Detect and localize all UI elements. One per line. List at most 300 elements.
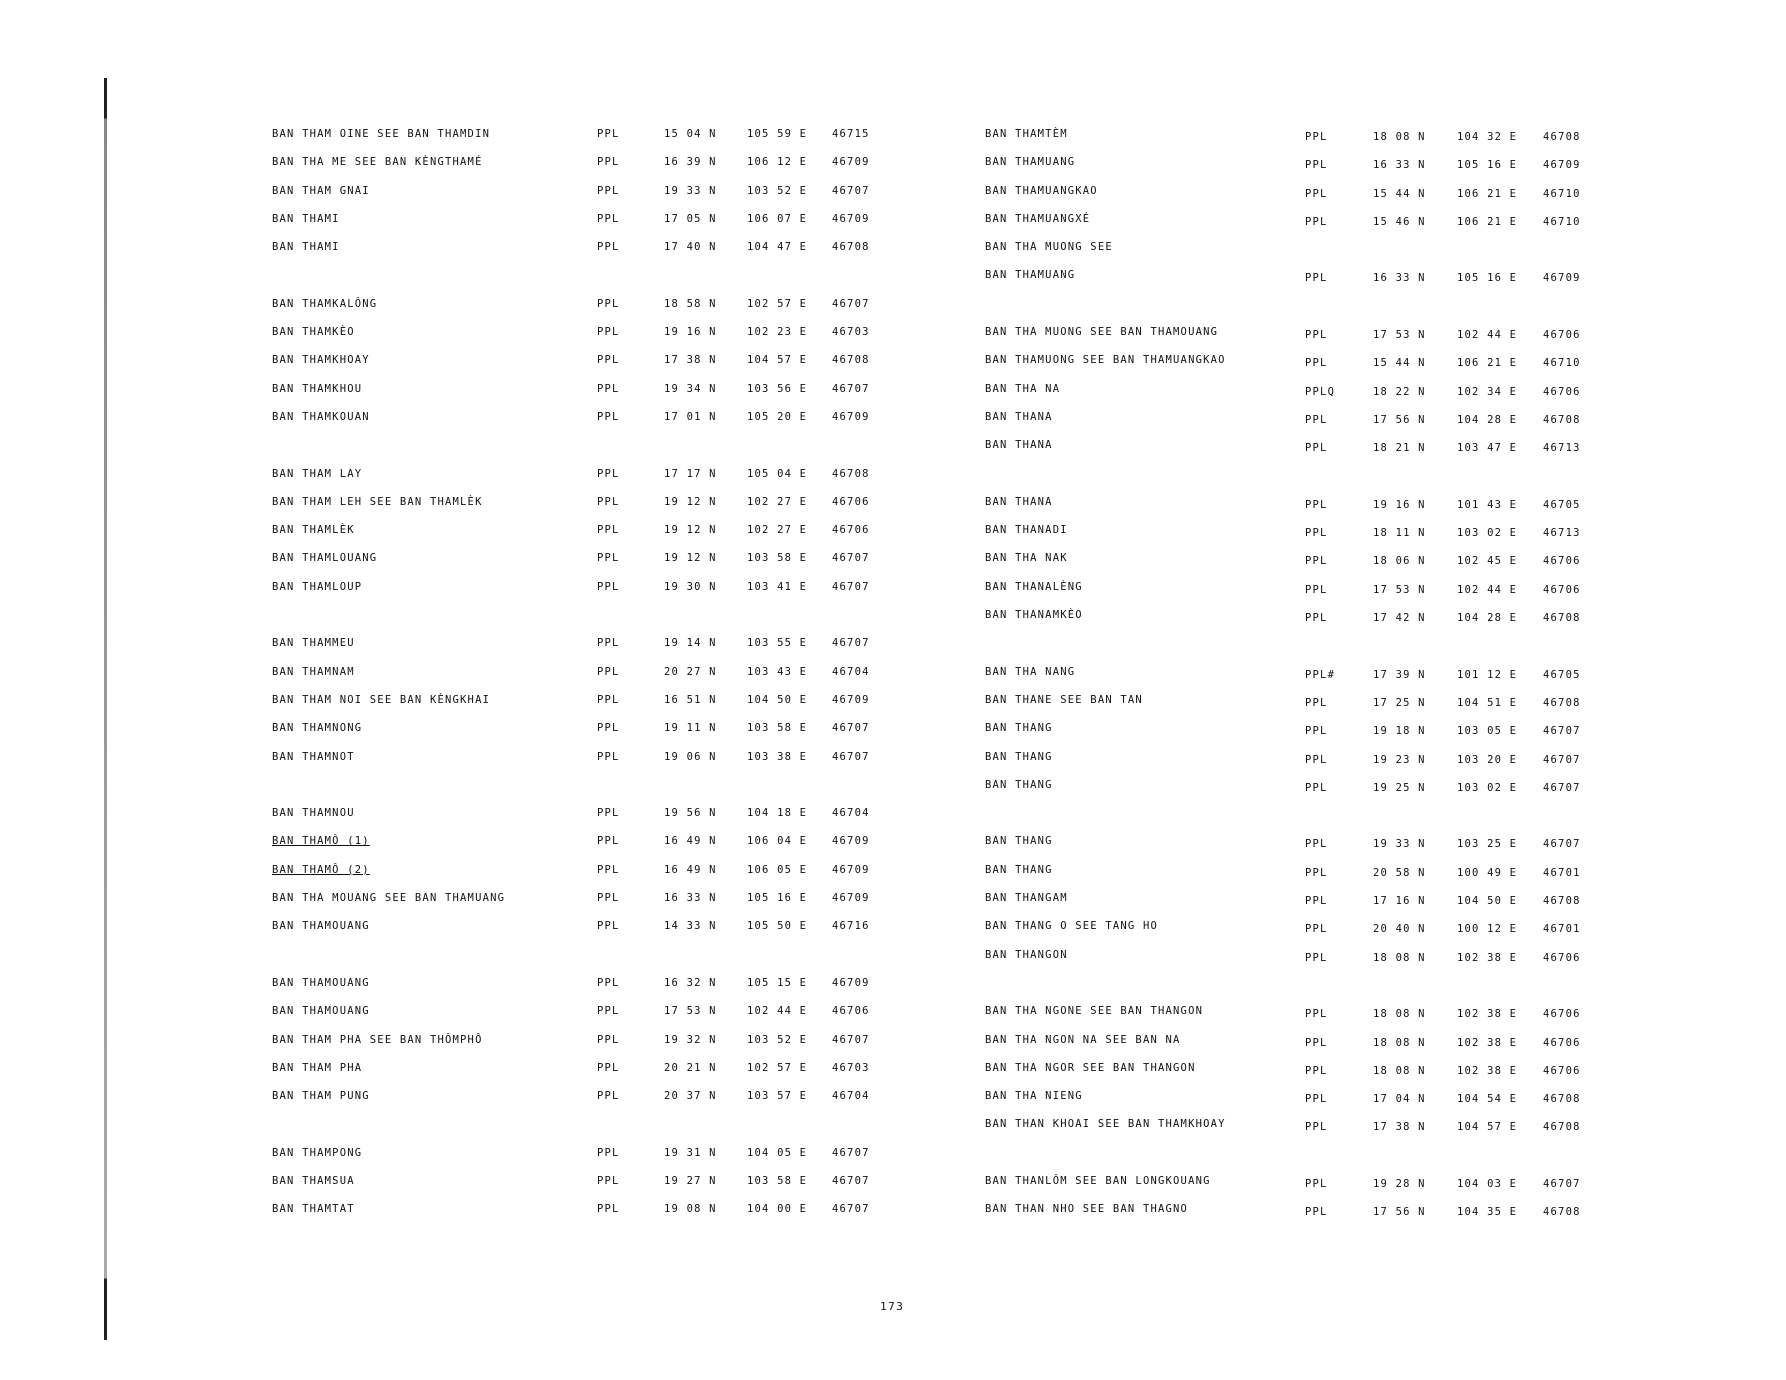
place-name: BAN THAMUONG SEE BAN THAMUANGKAO bbox=[985, 354, 1226, 367]
feature-type: PPL bbox=[1305, 866, 1328, 879]
feature-type: PPL bbox=[597, 665, 620, 678]
longitude: 104 54 E bbox=[1457, 1093, 1518, 1106]
longitude: 104 32 E bbox=[1457, 131, 1518, 143]
longitude: 101 12 E bbox=[1457, 668, 1518, 681]
latitude: 20 37 N bbox=[664, 1090, 717, 1103]
map-sheet-code: 46701 bbox=[1543, 866, 1581, 879]
place-name: BAN THAMUANG bbox=[985, 156, 1076, 169]
feature-type: PPL bbox=[597, 976, 620, 989]
longitude: 103 56 E bbox=[747, 382, 808, 395]
latitude: 18 08 N bbox=[1373, 951, 1426, 964]
map-sheet-code: 46707 bbox=[832, 580, 870, 593]
latitude: 18 21 N bbox=[1373, 442, 1426, 455]
place-name: BAN THA NA bbox=[985, 382, 1061, 395]
map-sheet-code: 46707 bbox=[832, 184, 870, 197]
longitude: 103 58 E bbox=[747, 552, 808, 565]
map-sheet-code: 46708 bbox=[832, 354, 870, 367]
place-name: BAN THAMLOUP bbox=[272, 580, 363, 593]
map-sheet-code: 46710 bbox=[1543, 215, 1581, 228]
feature-type: PPL bbox=[1305, 555, 1328, 568]
latitude: 20 27 N bbox=[664, 665, 717, 678]
longitude: 106 05 E bbox=[747, 863, 808, 876]
map-sheet-code: 46709 bbox=[832, 410, 870, 423]
feature-type: PPL bbox=[597, 892, 620, 905]
feature-type: PPL bbox=[597, 580, 620, 593]
feature-type: PPL bbox=[1305, 1093, 1328, 1106]
place-name: BAN THAM PHA bbox=[272, 1061, 363, 1074]
feature-type: PPL bbox=[597, 524, 620, 537]
longitude: 102 23 E bbox=[747, 326, 808, 339]
map-sheet-code: 46708 bbox=[1543, 413, 1581, 426]
place-name: BAN THAN NHO SEE BAN THAGNO bbox=[985, 1203, 1189, 1216]
latitude: 16 51 N bbox=[664, 693, 717, 706]
longitude: 106 21 E bbox=[1457, 187, 1518, 200]
feature-type: PPL bbox=[597, 637, 620, 650]
longitude: 104 50 E bbox=[1457, 895, 1518, 908]
place-name: BAN THA NGONE SEE BAN THANGON bbox=[985, 1005, 1204, 1018]
place-name: BAN THAMUANG bbox=[985, 269, 1076, 282]
place-name: BAN THAMNOT bbox=[272, 750, 355, 763]
map-sheet-code: 46707 bbox=[832, 750, 870, 763]
feature-type: PPL bbox=[597, 750, 620, 763]
longitude: 102 44 E bbox=[1457, 583, 1518, 596]
map-sheet-code: 46708 bbox=[1543, 612, 1581, 625]
longitude: 103 55 E bbox=[747, 637, 808, 650]
place-name: BAN THAMSUA bbox=[272, 1174, 355, 1187]
map-sheet-code: 46705 bbox=[1543, 498, 1581, 511]
map-sheet-code: 46707 bbox=[832, 1174, 870, 1187]
feature-type: PPL bbox=[597, 722, 620, 735]
feature-type: PPL bbox=[597, 326, 620, 339]
latitude: 20 21 N bbox=[664, 1061, 717, 1074]
place-name: BAN THA MUONG SEE BAN THAMOUANG bbox=[985, 326, 1219, 339]
longitude: 103 47 E bbox=[1457, 442, 1518, 455]
latitude: 18 22 N bbox=[1373, 385, 1426, 398]
longitude: 106 21 E bbox=[1457, 215, 1518, 228]
longitude: 104 18 E bbox=[747, 807, 808, 820]
latitude: 19 08 N bbox=[664, 1203, 717, 1216]
map-sheet-code: 46707 bbox=[832, 1033, 870, 1046]
map-sheet-code: 46716 bbox=[832, 920, 870, 933]
latitude: 17 53 N bbox=[1373, 329, 1426, 342]
place-name: BAN THAMKÈO bbox=[272, 326, 355, 339]
feature-type: PPL bbox=[597, 156, 620, 169]
map-sheet-code: 46706 bbox=[1543, 555, 1581, 568]
place-name: BAN THAMÔ (2) bbox=[272, 863, 370, 876]
longitude: 105 04 E bbox=[747, 467, 808, 480]
map-sheet-code: 46710 bbox=[1543, 357, 1581, 370]
latitude: 16 39 N bbox=[664, 156, 717, 169]
map-sheet-code: 46707 bbox=[1543, 838, 1581, 851]
feature-type: PPL bbox=[1305, 357, 1328, 370]
feature-type: PPL bbox=[597, 128, 620, 140]
latitude: 18 08 N bbox=[1373, 1064, 1426, 1077]
longitude: 103 38 E bbox=[747, 750, 808, 763]
map-sheet-code: 46707 bbox=[832, 297, 870, 310]
map-sheet-code: 46706 bbox=[1543, 1036, 1581, 1049]
place-name: BAN THAMI bbox=[272, 241, 340, 254]
feature-type: PPL bbox=[1305, 527, 1328, 540]
place-name: BAN THANG O SEE TANG HO bbox=[985, 920, 1158, 933]
feature-type: PPL bbox=[1305, 413, 1328, 426]
place-name: BAN THA NGON NA SEE BAN NA bbox=[985, 1033, 1181, 1046]
map-sheet-code: 46713 bbox=[1543, 442, 1581, 455]
longitude: 103 58 E bbox=[747, 1174, 808, 1187]
feature-type: PPL bbox=[1305, 1121, 1328, 1134]
latitude: 19 34 N bbox=[664, 382, 717, 395]
longitude: 102 27 E bbox=[747, 495, 808, 508]
longitude: 102 27 E bbox=[747, 524, 808, 537]
place-name: BAN THANALÈNG bbox=[985, 580, 1083, 593]
map-sheet-code: 46706 bbox=[832, 495, 870, 508]
map-sheet-code: 46707 bbox=[832, 722, 870, 735]
latitude: 17 56 N bbox=[1373, 413, 1426, 426]
feature-type: PPL bbox=[1305, 442, 1328, 455]
map-sheet-code: 46710 bbox=[1543, 187, 1581, 200]
latitude: 19 23 N bbox=[1373, 753, 1426, 766]
map-sheet-code: 46706 bbox=[1543, 385, 1581, 398]
latitude: 19 12 N bbox=[664, 552, 717, 565]
latitude: 17 56 N bbox=[1373, 1206, 1426, 1219]
latitude: 17 38 N bbox=[664, 354, 717, 367]
longitude: 104 28 E bbox=[1457, 413, 1518, 426]
latitude: 15 44 N bbox=[1373, 357, 1426, 370]
place-name: BAN THAM OINE SEE BAN THAMDIN bbox=[272, 128, 491, 140]
latitude: 17 04 N bbox=[1373, 1093, 1426, 1106]
map-sheet-code: 46715 bbox=[832, 128, 870, 140]
map-sheet-code: 46704 bbox=[832, 1090, 870, 1103]
longitude: 106 07 E bbox=[747, 212, 808, 225]
map-sheet-code: 46707 bbox=[832, 382, 870, 395]
feature-type: PPL bbox=[1305, 781, 1328, 794]
feature-type: PPL bbox=[597, 1033, 620, 1046]
longitude: 106 04 E bbox=[747, 835, 808, 848]
longitude: 102 38 E bbox=[1457, 1036, 1518, 1049]
latitude: 19 56 N bbox=[664, 807, 717, 820]
place-name: BAN THAM LAY bbox=[272, 467, 363, 480]
latitude: 15 46 N bbox=[1373, 215, 1426, 228]
longitude: 102 38 E bbox=[1457, 1064, 1518, 1077]
place-name: BAN THANA bbox=[985, 495, 1053, 508]
place-name: BAN THANG bbox=[985, 778, 1053, 791]
latitude: 18 08 N bbox=[1373, 131, 1426, 143]
longitude: 104 35 E bbox=[1457, 1206, 1518, 1219]
place-name: BAN THA NIENG bbox=[985, 1090, 1083, 1103]
latitude: 17 39 N bbox=[1373, 668, 1426, 681]
longitude: 104 57 E bbox=[1457, 1121, 1518, 1134]
place-name: BAN THAMKOUAN bbox=[272, 410, 370, 423]
longitude: 105 16 E bbox=[747, 892, 808, 905]
latitude: 19 27 N bbox=[664, 1174, 717, 1187]
place-name: BAN THAM GNAI bbox=[272, 184, 370, 197]
latitude: 19 30 N bbox=[664, 580, 717, 593]
feature-type: PPL bbox=[1305, 159, 1328, 172]
feature-type: PPL bbox=[597, 382, 620, 395]
longitude: 102 38 E bbox=[1457, 1008, 1518, 1021]
longitude: 103 52 E bbox=[747, 184, 808, 197]
place-name: BAN THAMNAM bbox=[272, 665, 355, 678]
place-name: BAN THANADI bbox=[985, 524, 1068, 537]
place-name: BAN THA NGOR SEE BAN THANGON bbox=[985, 1061, 1196, 1074]
place-name: BAN THANG bbox=[985, 722, 1053, 735]
map-sheet-code: 46709 bbox=[1543, 159, 1581, 172]
latitude: 17 38 N bbox=[1373, 1121, 1426, 1134]
latitude: 16 49 N bbox=[664, 835, 717, 848]
latitude: 19 31 N bbox=[664, 1146, 717, 1159]
feature-type: PPL bbox=[597, 495, 620, 508]
latitude: 19 14 N bbox=[664, 637, 717, 650]
place-name: BAN THANG bbox=[985, 835, 1053, 848]
feature-type: PPL bbox=[597, 354, 620, 367]
place-name: BAN THAMKHOAY bbox=[272, 354, 370, 367]
place-name: BAN THAMMEU bbox=[272, 637, 355, 650]
place-name: BAN THANG bbox=[985, 863, 1053, 876]
latitude: 20 40 N bbox=[1373, 923, 1426, 936]
longitude: 104 05 E bbox=[747, 1146, 808, 1159]
place-name: BAN THAMTÈM bbox=[985, 128, 1068, 140]
latitude: 19 12 N bbox=[664, 524, 717, 537]
longitude: 100 49 E bbox=[1457, 866, 1518, 879]
place-name: BAN THAMÔ (1) bbox=[272, 835, 370, 848]
longitude: 100 12 E bbox=[1457, 923, 1518, 936]
place-name: BAN THANA bbox=[985, 410, 1053, 423]
feature-type: PPL bbox=[1305, 612, 1328, 625]
feature-type: PPL bbox=[1305, 753, 1328, 766]
longitude: 103 02 E bbox=[1457, 781, 1518, 794]
feature-type: PPL# bbox=[1305, 668, 1336, 681]
place-name: BAN THANA bbox=[985, 439, 1053, 452]
feature-type: PPL bbox=[1305, 895, 1328, 908]
latitude: 16 33 N bbox=[1373, 159, 1426, 172]
latitude: 17 42 N bbox=[1373, 612, 1426, 625]
map-sheet-code: 46706 bbox=[1543, 1064, 1581, 1077]
map-sheet-code: 46709 bbox=[832, 693, 870, 706]
feature-type: PPL bbox=[597, 1090, 620, 1103]
map-sheet-code: 46708 bbox=[1543, 1121, 1581, 1134]
longitude: 104 28 E bbox=[1457, 612, 1518, 625]
latitude: 19 28 N bbox=[1373, 1177, 1426, 1190]
map-sheet-code: 46705 bbox=[1543, 668, 1581, 681]
place-name: BAN THANE SEE BAN TAN bbox=[985, 693, 1143, 706]
latitude: 17 16 N bbox=[1373, 895, 1426, 908]
map-sheet-code: 46709 bbox=[832, 863, 870, 876]
map-sheet-code: 46709 bbox=[832, 212, 870, 225]
latitude: 18 58 N bbox=[664, 297, 717, 310]
latitude: 18 06 N bbox=[1373, 555, 1426, 568]
latitude: 18 08 N bbox=[1373, 1036, 1426, 1049]
longitude: 104 00 E bbox=[747, 1203, 808, 1216]
map-sheet-code: 46706 bbox=[1543, 1008, 1581, 1021]
map-sheet-code: 46703 bbox=[832, 1061, 870, 1074]
feature-type: PPL bbox=[1305, 498, 1328, 511]
feature-type: PPL bbox=[1305, 329, 1328, 342]
feature-type: PPL bbox=[597, 1174, 620, 1187]
page-number: 173 bbox=[880, 1300, 905, 1313]
place-name: BAN THAN KHOAI SEE BAN THAMKHOAY bbox=[985, 1118, 1226, 1131]
longitude: 102 34 E bbox=[1457, 385, 1518, 398]
place-name: BAN THANAMKÈO bbox=[985, 609, 1083, 622]
longitude: 104 57 E bbox=[747, 354, 808, 367]
place-name: BAN THAMOUANG bbox=[272, 920, 370, 933]
place-name: BAN THAM PHA SEE BAN THÔMPHÔ bbox=[272, 1033, 483, 1046]
place-name: BAN THAMNOU bbox=[272, 807, 355, 820]
feature-type: PPL bbox=[597, 1203, 620, 1216]
place-name: BAN THANG bbox=[985, 750, 1053, 763]
map-sheet-code: 46709 bbox=[832, 976, 870, 989]
feature-type: PPL bbox=[1305, 583, 1328, 596]
feature-type: PPL bbox=[597, 212, 620, 225]
map-sheet-code: 46709 bbox=[832, 892, 870, 905]
feature-type: PPL bbox=[597, 410, 620, 423]
latitude: 17 40 N bbox=[664, 241, 717, 254]
map-sheet-code: 46708 bbox=[1543, 1093, 1581, 1106]
longitude: 105 16 E bbox=[1457, 159, 1518, 172]
latitude: 17 17 N bbox=[664, 467, 717, 480]
feature-type: PPL bbox=[597, 835, 620, 848]
feature-type: PPL bbox=[1305, 1064, 1328, 1077]
latitude: 17 25 N bbox=[1373, 696, 1426, 709]
longitude: 103 02 E bbox=[1457, 527, 1518, 540]
longitude: 105 15 E bbox=[747, 976, 808, 989]
latitude: 19 16 N bbox=[1373, 498, 1426, 511]
latitude: 19 18 N bbox=[1373, 725, 1426, 738]
latitude: 16 33 N bbox=[1373, 272, 1426, 285]
longitude: 102 45 E bbox=[1457, 555, 1518, 568]
map-sheet-code: 46706 bbox=[1543, 951, 1581, 964]
map-sheet-code: 46706 bbox=[1543, 329, 1581, 342]
map-sheet-code: 46701 bbox=[1543, 923, 1581, 936]
latitude: 19 33 N bbox=[664, 184, 717, 197]
feature-type: PPL bbox=[597, 863, 620, 876]
feature-type: PPL bbox=[597, 1005, 620, 1018]
longitude: 103 52 E bbox=[747, 1033, 808, 1046]
longitude: 104 51 E bbox=[1457, 696, 1518, 709]
place-name: BAN THAMUANGKAO bbox=[985, 184, 1098, 197]
place-name: BAN THAMNONG bbox=[272, 722, 363, 735]
feature-type: PPL bbox=[1305, 838, 1328, 851]
place-name: BAN THAMKALÔNG bbox=[272, 297, 378, 310]
latitude: 19 16 N bbox=[664, 326, 717, 339]
feature-type: PPLQ bbox=[1305, 385, 1336, 398]
place-name: BAN THAMOUANG bbox=[272, 1005, 370, 1018]
latitude: 20 58 N bbox=[1373, 866, 1426, 879]
longitude: 103 41 E bbox=[747, 580, 808, 593]
place-name: BAN THAM LEH SEE BAN THAMLÈK bbox=[272, 495, 483, 508]
longitude: 102 44 E bbox=[1457, 329, 1518, 342]
feature-type: PPL bbox=[597, 920, 620, 933]
longitude: 106 21 E bbox=[1457, 357, 1518, 370]
place-name: BAN THANGAM bbox=[985, 892, 1068, 905]
map-sheet-code: 46709 bbox=[832, 156, 870, 169]
feature-type: PPL bbox=[1305, 272, 1328, 285]
longitude: 103 58 E bbox=[747, 722, 808, 735]
longitude: 102 57 E bbox=[747, 297, 808, 310]
place-name: BAN THAMLOUANG bbox=[272, 552, 378, 565]
feature-type: PPL bbox=[1305, 1177, 1328, 1190]
feature-type: PPL bbox=[1305, 951, 1328, 964]
latitude: 17 05 N bbox=[664, 212, 717, 225]
map-sheet-code: 46707 bbox=[832, 637, 870, 650]
map-sheet-code: 46708 bbox=[1543, 1206, 1581, 1219]
longitude: 103 05 E bbox=[1457, 725, 1518, 738]
latitude: 18 11 N bbox=[1373, 527, 1426, 540]
latitude: 15 04 N bbox=[664, 128, 717, 140]
map-sheet-code: 46704 bbox=[832, 807, 870, 820]
place-name: BAN THAM NOI SEE BAN KÈNGKHAI bbox=[272, 693, 491, 706]
map-sheet-code: 46708 bbox=[1543, 696, 1581, 709]
longitude: 105 50 E bbox=[747, 920, 808, 933]
feature-type: PPL bbox=[597, 693, 620, 706]
feature-type: PPL bbox=[597, 241, 620, 254]
map-sheet-code: 46707 bbox=[1543, 753, 1581, 766]
latitude: 19 33 N bbox=[1373, 838, 1426, 851]
map-sheet-code: 46709 bbox=[1543, 272, 1581, 285]
place-name: BAN THA ME SEE BAN KÈNGTHAMÉ bbox=[272, 156, 483, 169]
latitude: 17 01 N bbox=[664, 410, 717, 423]
longitude: 102 57 E bbox=[747, 1061, 808, 1074]
latitude: 18 08 N bbox=[1373, 1008, 1426, 1021]
longitude: 104 47 E bbox=[747, 241, 808, 254]
feature-type: PPL bbox=[1305, 215, 1328, 228]
longitude: 104 50 E bbox=[747, 693, 808, 706]
map-sheet-code: 46708 bbox=[832, 467, 870, 480]
feature-type: PPL bbox=[1305, 1036, 1328, 1049]
place-name: BAN THAM PUNG bbox=[272, 1090, 370, 1103]
feature-type: PPL bbox=[1305, 696, 1328, 709]
feature-type: PPL bbox=[1305, 923, 1328, 936]
feature-type: PPL bbox=[597, 184, 620, 197]
feature-type: PPL bbox=[1305, 725, 1328, 738]
feature-type: PPL bbox=[597, 552, 620, 565]
place-name: BAN THA NAK bbox=[985, 552, 1068, 565]
latitude: 16 49 N bbox=[664, 863, 717, 876]
longitude: 103 43 E bbox=[747, 665, 808, 678]
map-sheet-code: 46704 bbox=[832, 665, 870, 678]
latitude: 19 12 N bbox=[664, 495, 717, 508]
feature-type: PPL bbox=[597, 807, 620, 820]
map-sheet-code: 46706 bbox=[1543, 583, 1581, 596]
longitude: 102 44 E bbox=[747, 1005, 808, 1018]
map-sheet-code: 46707 bbox=[832, 552, 870, 565]
place-name: BAN THAMPONG bbox=[272, 1146, 363, 1159]
map-sheet-code: 46708 bbox=[1543, 131, 1581, 143]
latitude: 16 32 N bbox=[664, 976, 717, 989]
place-name: BAN THAMUANGXÉ bbox=[985, 212, 1091, 225]
feature-type: PPL bbox=[597, 467, 620, 480]
place-name: BAN THAMOUANG bbox=[272, 976, 370, 989]
latitude: 19 32 N bbox=[664, 1033, 717, 1046]
place-name: BAN THA NANG bbox=[985, 665, 1076, 678]
map-sheet-code: 46706 bbox=[832, 1005, 870, 1018]
feature-type: PPL bbox=[597, 1146, 620, 1159]
map-sheet-code: 46713 bbox=[1543, 527, 1581, 540]
latitude: 15 44 N bbox=[1373, 187, 1426, 200]
map-sheet-code: 46707 bbox=[1543, 1177, 1581, 1190]
map-sheet-code: 46707 bbox=[832, 1146, 870, 1159]
latitude: 17 53 N bbox=[1373, 583, 1426, 596]
map-sheet-code: 46707 bbox=[832, 1203, 870, 1216]
binding-edge-line bbox=[104, 78, 107, 1340]
map-sheet-code: 46709 bbox=[832, 835, 870, 848]
map-sheet-code: 46708 bbox=[1543, 895, 1581, 908]
longitude: 106 12 E bbox=[747, 156, 808, 169]
place-name: BAN THANLÔM SEE BAN LONGKOUANG bbox=[985, 1174, 1211, 1187]
longitude: 105 20 E bbox=[747, 410, 808, 423]
place-name: BAN THAMKHOU bbox=[272, 382, 363, 395]
map-sheet-code: 46707 bbox=[1543, 781, 1581, 794]
map-sheet-code: 46706 bbox=[832, 524, 870, 537]
longitude: 104 03 E bbox=[1457, 1177, 1518, 1190]
